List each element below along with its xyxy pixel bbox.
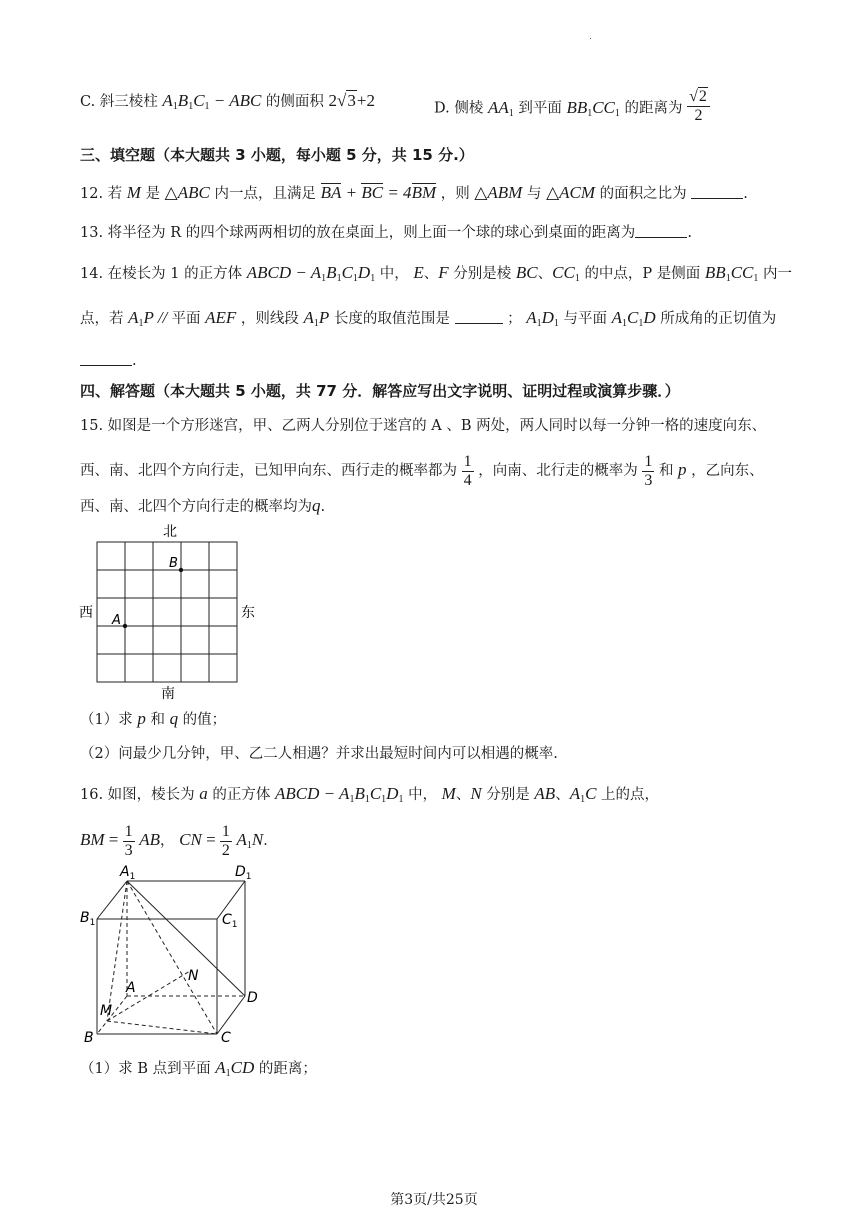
option-d-text1: 到平面 xyxy=(518,100,562,117)
plane-name: $BB_1CC_1$ xyxy=(566,97,620,119)
label-m: M xyxy=(100,1003,113,1019)
cube-labels xyxy=(80,864,258,1046)
section-3-title: 三、填空题（本大题共 3 小题，每小题 5 分，共 15 分.） xyxy=(80,146,474,164)
edge-name: $AA_1$ xyxy=(487,97,514,119)
question-16-part1: （1）求 B 点到平面 $A_1CD$ 的距离； xyxy=(80,1058,317,1079)
label-n: N xyxy=(188,968,199,984)
label-west: 西 xyxy=(79,605,93,621)
label-a1: $A_1$ xyxy=(120,864,136,882)
label-a: A xyxy=(126,980,136,996)
label-b1: $B_1$ xyxy=(80,910,96,928)
label-north: 北 xyxy=(163,524,177,540)
cube-hidden-edges xyxy=(97,881,245,1034)
option-d-fraction: $\frac{√2}{2}$ xyxy=(687,88,710,125)
label-b: B xyxy=(84,1030,94,1046)
fraction-one-quarter: $\frac{1}{4}$ xyxy=(463,452,472,489)
option-d-text2: 的距离为 xyxy=(624,100,683,117)
option-c-text: 的侧面积 xyxy=(265,94,324,110)
option-d xyxy=(434,90,710,127)
answer-blank[interactable] xyxy=(455,309,503,324)
question-15-line2: 西、南、北四个方向行走，已知甲向东、西行走的概率都为 $\frac{1}{4}$ ，向南、北行走的概率为 $\frac{1}{3}$ 和 p ，乙向东、 xyxy=(80,452,764,489)
speck xyxy=(590,38,591,39)
label-d: D xyxy=(247,990,258,1006)
prism-name: $A_1B_1C_1$ − ABC xyxy=(162,91,262,112)
cube-solid-edges xyxy=(97,881,245,1034)
question-15-line1: 15. 如图是一个方形迷宫，甲、乙两人分别位于迷宫的 A 、B 两处，两人同时以每一分钟一格的速度向东、 xyxy=(80,418,767,434)
point-b xyxy=(179,568,183,572)
q11-options xyxy=(80,88,808,124)
question-14-line2: 点，若 $A_1P$ // 平面 AEF ，则线段 $A_1P$ 长度的取值范围是 ； $A_1D_1$ 与平面 $A_1C_1D$ 所成角的正切值为 xyxy=(80,308,777,329)
question-16-line2: BM = $\frac{1}{3}$ AB， CN = $\frac{1}{2}$ $A_1N$． xyxy=(80,822,278,859)
cube-figure xyxy=(78,862,278,1052)
label-b: B xyxy=(169,556,178,571)
label-east: 东 xyxy=(241,605,255,621)
answer-blank[interactable] xyxy=(635,223,687,238)
question-15-part1: （1）求 p 和 q 的值； xyxy=(80,709,227,728)
question-16-line1: 16. 如图，棱长为 a 的正方体 ABCD − $A_1B_1C_1D_1$ 中， M、N 分别是 AB、$A_1C$ 上的点， xyxy=(80,784,660,805)
page-footer: 第3页/共25页 xyxy=(390,1192,478,1208)
label-c: C xyxy=(221,1030,231,1046)
answer-blank[interactable] xyxy=(691,184,743,199)
question-15-line3: 西、南、北四个方向行走的概率均为q. xyxy=(80,496,326,515)
question-13: 13. 将半径为 R 的四个球两两相切的放在桌面上，则上面一个球的球心到桌面的距离为 . xyxy=(80,225,692,241)
option-c-value: 2√3+2 xyxy=(328,91,375,110)
question-15-part2: （2）问最少几分钟，甲、乙二人相遇？并求出最短时间内可以相遇的概率. xyxy=(80,746,558,762)
option-d-label: D. 侧棱 xyxy=(434,100,484,117)
section-4-title: 四、解答题（本大题共 5 小题，共 77 分．解答应写出文字说明、证明过程或演算步骤．） xyxy=(80,382,680,400)
option-c-label: C. 斜三棱柱 xyxy=(80,94,158,110)
question-12: 12. 若 M 是 △ABC 内一点，且满足 BA + BC = 4BM ，则 △ABM 与 △ACM 的面积之比为 . xyxy=(80,183,748,202)
point-a xyxy=(123,624,127,628)
fraction-one-third: $\frac{1}{3}$ xyxy=(644,452,653,489)
label-d1: $D_1$ xyxy=(235,864,252,882)
label-south: 南 xyxy=(161,686,175,702)
question-14-line3: . xyxy=(80,350,808,372)
maze-grid xyxy=(97,542,237,682)
question-14-line1: 14. 在棱长为 1 的正方体 ABCD − $A_1B_1C_1D_1$ 中， E、F 分别是棱 BC、$CC_1$ 的中点，P 是侧面 $BB_1CC_1$ 内一 xyxy=(80,263,792,284)
answer-blank[interactable] xyxy=(80,351,132,366)
label-c1: $C_1$ xyxy=(222,912,238,930)
label-a: A xyxy=(112,613,121,628)
maze-figure xyxy=(75,520,275,705)
